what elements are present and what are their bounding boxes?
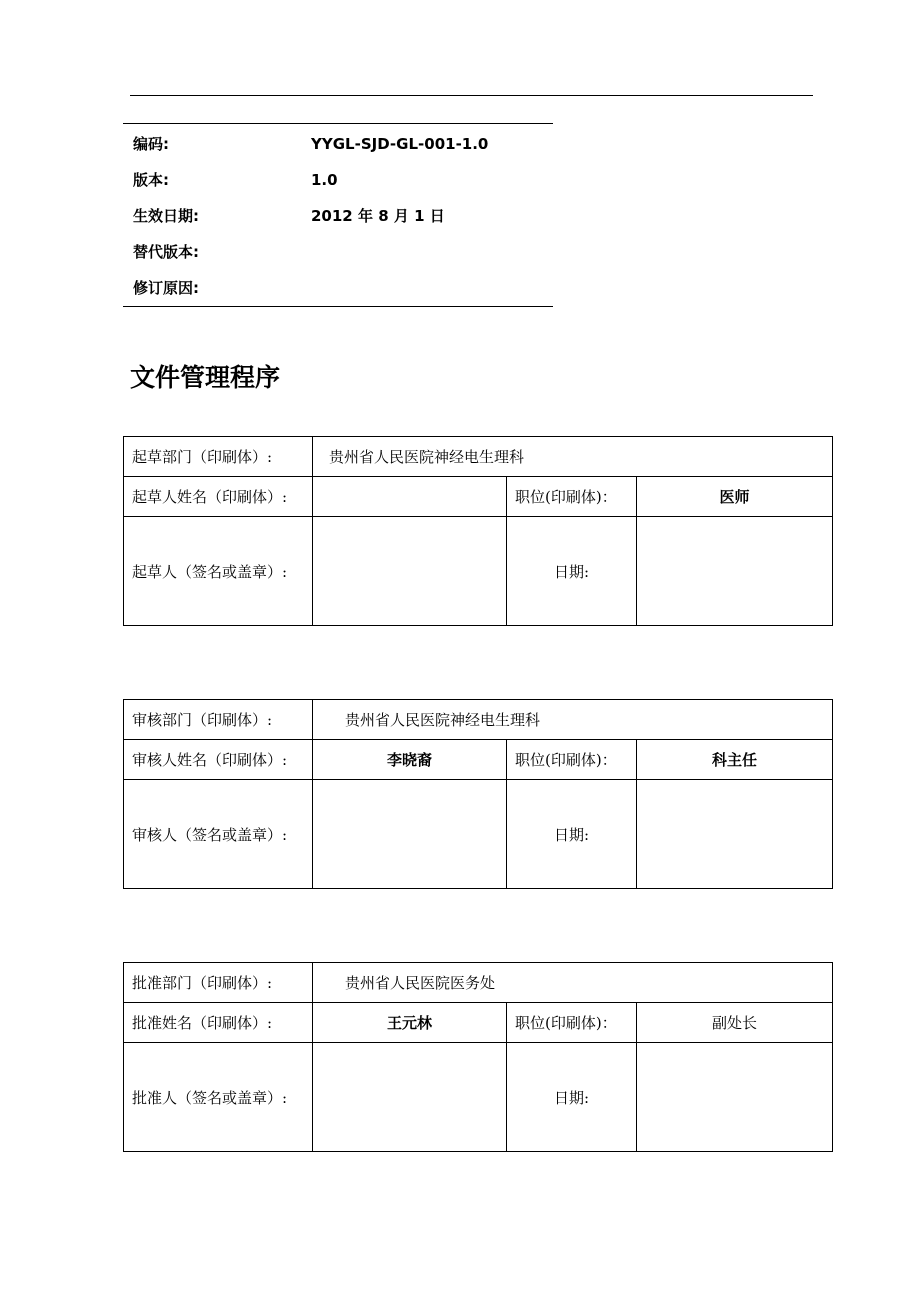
review-date-field bbox=[637, 780, 833, 889]
document-metadata bbox=[123, 123, 553, 307]
review-dept-label: 审核部门（印刷体）: bbox=[124, 700, 313, 740]
approve-position-value: 副处长 bbox=[637, 1003, 833, 1043]
draft-date-label: 日期: bbox=[507, 517, 637, 626]
revise-reason-label: 修订原因: bbox=[133, 279, 199, 297]
draft-dept-label: 起草部门（印刷体）: bbox=[124, 437, 313, 477]
review-table bbox=[123, 699, 833, 889]
table-row bbox=[124, 437, 833, 477]
review-position-value: 科主任 bbox=[637, 740, 833, 780]
code-label: 编码: bbox=[133, 135, 169, 153]
review-name-value: 李晓裔 bbox=[313, 740, 507, 780]
approve-position-label: 职位(印刷体)： bbox=[507, 1003, 637, 1043]
review-name-label: 审核人姓名（印刷体）: bbox=[124, 740, 313, 780]
version-label: 版本: bbox=[133, 171, 169, 189]
review-date-label: 日期: bbox=[507, 780, 637, 889]
table-row bbox=[124, 780, 833, 889]
table-row bbox=[124, 740, 833, 780]
approve-sign-field bbox=[313, 1043, 507, 1152]
review-sign-label: 审核人（签名或盖章）: bbox=[124, 780, 313, 889]
approve-sign-label: 批准人（签名或盖章）: bbox=[124, 1043, 313, 1152]
replace-version-label: 替代版本: bbox=[133, 243, 199, 261]
table-row bbox=[124, 700, 833, 740]
table-row bbox=[124, 1043, 833, 1152]
review-position-label: 职位(印刷体)： bbox=[507, 740, 637, 780]
draft-sign-field bbox=[313, 517, 507, 626]
effective-date-value: 2012 年 8 月 1 日 bbox=[311, 207, 445, 225]
draft-name-label: 起草人姓名（印刷体）: bbox=[124, 477, 313, 517]
table-row bbox=[124, 963, 833, 1003]
approve-dept-label: 批准部门（印刷体）: bbox=[124, 963, 313, 1003]
table-row bbox=[124, 477, 833, 517]
approve-table bbox=[123, 962, 833, 1152]
draft-date-field bbox=[637, 517, 833, 626]
code-value: YYGL-SJD-GL-001-1.0 bbox=[311, 135, 489, 153]
approve-date-label: 日期: bbox=[507, 1043, 637, 1152]
table-row bbox=[124, 517, 833, 626]
header-rule bbox=[130, 95, 813, 96]
document-title: 文件管理程序 bbox=[130, 363, 281, 392]
approve-date-field bbox=[637, 1043, 833, 1152]
draft-sign-label: 起草人（签名或盖章）: bbox=[124, 517, 313, 626]
review-sign-field bbox=[313, 780, 507, 889]
review-dept-value: 贵州省人民医院神经电生理科 bbox=[313, 700, 833, 740]
approve-name-value: 王元林 bbox=[313, 1003, 507, 1043]
draft-name-value bbox=[313, 477, 507, 517]
approve-name-label: 批准姓名（印刷体）: bbox=[124, 1003, 313, 1043]
draft-dept-value: 贵州省人民医院神经电生理科 bbox=[313, 437, 833, 477]
draft-position-label: 职位(印刷体)： bbox=[507, 477, 637, 517]
draft-table bbox=[123, 436, 833, 626]
version-value: 1.0 bbox=[311, 171, 338, 189]
effective-date-label: 生效日期: bbox=[133, 207, 199, 225]
approve-dept-value: 贵州省人民医院医务处 bbox=[313, 963, 833, 1003]
table-row bbox=[124, 1003, 833, 1043]
draft-position-value: 医师 bbox=[637, 477, 833, 517]
